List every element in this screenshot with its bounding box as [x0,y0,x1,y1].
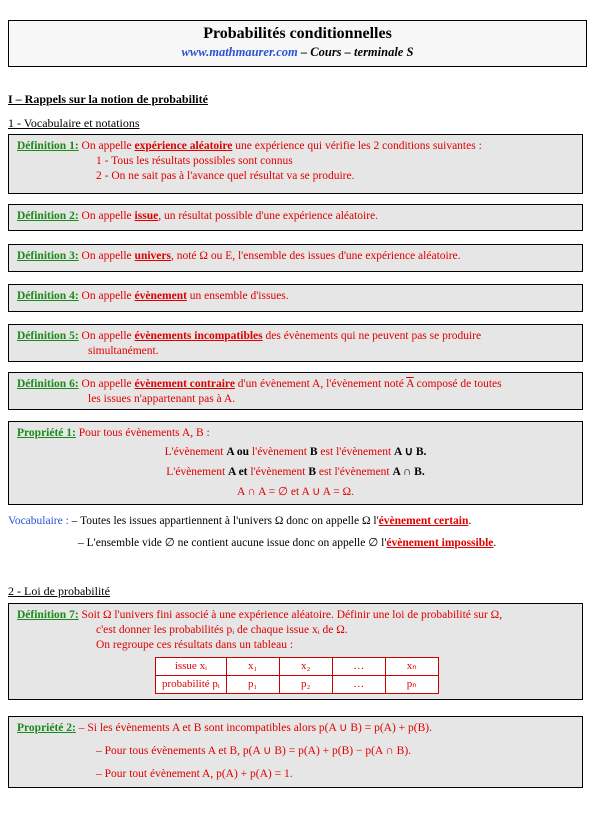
definition-1-box [8,134,583,194]
a-bar-symbol: $\overline{A}$ [406,378,414,390]
term-evenement-impossible: évènement impossible [386,537,494,549]
prop1-l2b: A [228,466,236,478]
table-cell: p₁ [226,676,279,694]
table-cell: probabilité pᵢ [156,676,227,694]
prop2-l3: – Pour tout évènement A, p(A) + p(A) = 1. [96,768,293,780]
term-evenement-contraire: évènement contraire [134,378,235,390]
prop1-l1b: A [226,446,235,458]
subtitle-text: – Cours – terminale S [300,45,414,59]
section-1-heading: I – Rappels sur la notion de probabilité [8,92,208,106]
table-row [156,676,439,694]
term-evenement-certain: évènement certain [378,515,469,527]
term-evenements-incompatibles: évènements incompatibles [134,330,263,342]
table-cell: … [332,658,385,676]
prop1-l1f: est l'évènement [317,446,395,458]
def5-post: des évènements qui ne peuvent pas se produire [262,330,482,342]
subsection-1-heading: 1 - Vocabulaire et notations [8,116,140,130]
table-cell: … [332,676,385,694]
prop1-l1g: A ∪ B. [394,446,427,458]
table-cell: issue xᵢ [156,658,227,676]
prop1-l2c: et [235,466,251,478]
condition-1: 1 - Tous les résultats possibles sont connus [96,155,293,167]
prop1-l2a: L'évènement [166,466,229,478]
def5-pre: On appelle [78,330,135,342]
def5-line2: simultanément. [88,345,159,357]
term-issue: issue [134,210,159,222]
def1-post: une expérience qui vérifie les 2 conditions suivantes : [232,140,482,152]
prop2-l2: – Pour tous évènements A et B, p(A ∪ B) = p(A) + p(B) − p(A ∩ B). [96,745,412,757]
def7-l2: c'est donner les probabilités pᵢ de chaque issue xᵢ de Ω. [96,624,348,636]
table-row [156,658,439,676]
prop2-l1: – Si les évènements A et B sont incompatibles alors p(A ∪ B) = p(A) + p(B). [75,722,432,734]
definition-2-box [8,204,583,231]
prop1-l2f: est l'évènement [316,466,393,478]
definition-2-label: Définition 2: [17,210,79,222]
definition-3-box [8,244,583,272]
def3-post: , noté Ω ou E, l'ensemble des issues d'une expérience aléatoire. [170,250,461,262]
vocabulaire-label: Vocabulaire : [8,515,69,527]
site-link[interactable]: www.mathmaurer.com [181,45,298,59]
propriete-2-box [8,716,583,788]
vocab-l1: – Toutes les issues appartiennent à l'univers Ω donc on appelle Ω l' [68,515,379,527]
page-title: Probabilités conditionnelles [203,25,392,42]
vocabulaire-line-2: – L'ensemble vide ∅ ne contient aucune issue donc on appelle ∅ l'évènement impossible. [78,537,497,549]
definition-5-box [8,324,583,362]
header-box [8,20,587,67]
def7-l1: Soit Ω l'univers fini associé à une expérience aléatoire. Définir une loi de probabilité sur Ω, [78,609,503,621]
prop1-l2g: A ∩ B. [392,466,425,478]
prop1-l2e: B [308,466,317,478]
def4-pre: On appelle [78,290,135,302]
probability-table [155,657,439,694]
prop1-intersection-line [17,465,574,480]
vocab-l2: – L'ensemble vide ∅ ne contient aucune issue donc on appelle ∅ l' [78,537,387,549]
table-cell: x₁ [226,658,279,676]
prop1-l1e: B [309,446,318,458]
definition-3-label: Définition 3: [17,250,79,262]
condition-2: 2 - On ne sait pas à l'avance quel résultat va se produire. [96,170,355,182]
definition-7-box [8,603,583,700]
prop1-l1d: l'évènement [251,446,310,458]
table-cell: p₂ [279,676,332,694]
prop1-formula-line: A ∩ A = ∅ et A ∪ A = Ω. [237,486,354,498]
definition-4-box [8,284,583,312]
term-evenement: évènement [134,290,187,302]
term-univers: univers [134,250,171,262]
def6-pre: On appelle [78,378,135,390]
definition-4-label: Définition 4: [17,290,79,302]
table-cell: pₙ [385,676,438,694]
subsection-2-heading: 2 - Loi de probabilité [8,584,110,598]
def6-post: d'un évènement A, l'évènement noté [234,378,407,390]
definition-5-label: Définition 5: [17,330,79,342]
def4-post: un ensemble d'issues. [186,290,289,302]
definition-1-label: Définition 1: [17,140,79,152]
prop1-intro: Pour tous évènements A, B : [75,427,210,439]
vocabulaire-line-1: Vocabulaire : – Toutes les issues appartiennent à l'univers Ω donc on appelle Ω l'évènement certain. [8,515,472,527]
page-subtitle [9,45,586,60]
def7-l3: On regroupe ces résultats dans un tableau : [96,639,294,651]
def1-pre: On appelle [78,140,135,152]
definition-6-label: Définition 6: [17,378,79,390]
propriete-1-label: Propriété 1: [17,427,76,439]
def2-pre: On appelle [78,210,135,222]
def2-post: , un résultat possible d'une expérience aléatoire. [158,210,379,222]
prop1-l1c: ou [234,446,252,458]
definition-7-label: Définition 7: [17,609,79,621]
prop1-union-line [17,445,574,460]
def3-pre: On appelle [78,250,135,262]
def6-post2: composé de toutes [413,378,502,390]
prop1-l2d: l'évènement [250,466,309,478]
propriete-1-box [8,421,583,505]
term-experience-aleatoire: expérience aléatoire [134,140,233,152]
table-cell: x₂ [279,658,332,676]
propriete-2-label: Propriété 2: [17,722,76,734]
table-cell: xₙ [385,658,438,676]
definition-6-box [8,372,583,410]
prop1-l1a: L'évènement [164,446,227,458]
def6-line2: les issues n'appartenant pas à A. [88,393,236,405]
